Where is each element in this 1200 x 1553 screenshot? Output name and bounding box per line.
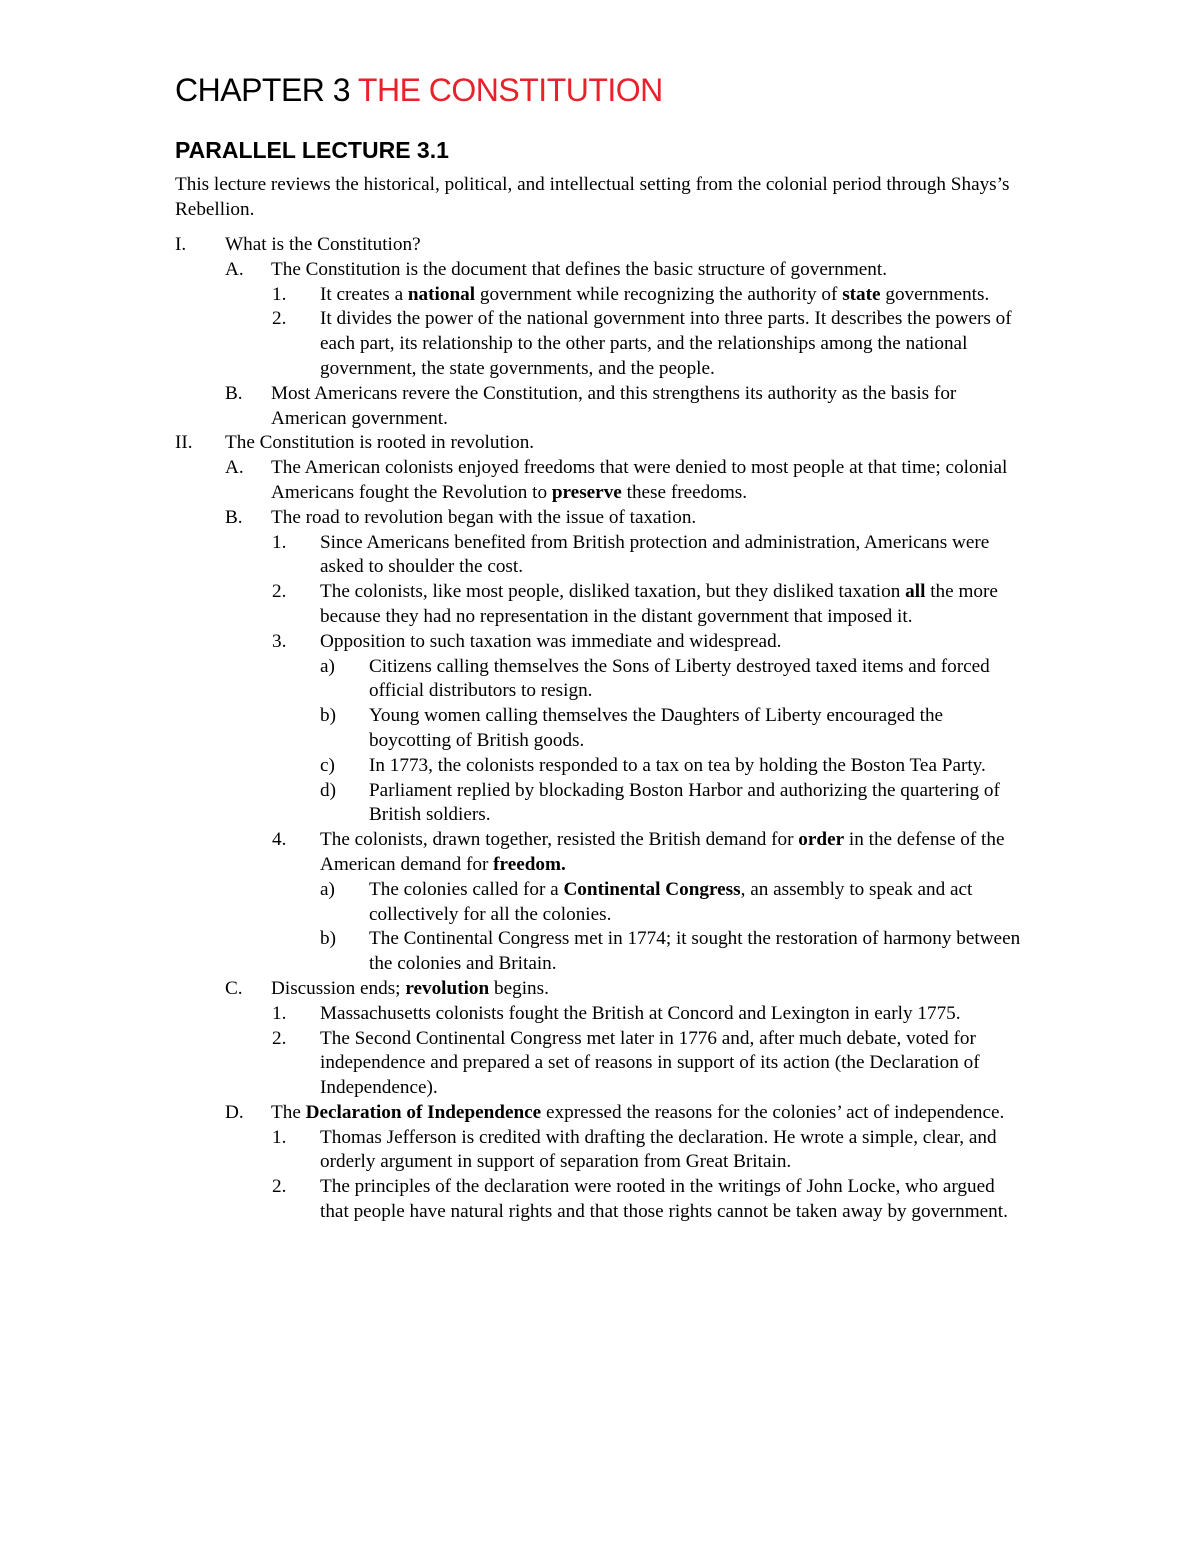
outline-marker: b) — [320, 928, 336, 950]
text-run: The American colonists enjoyed freedoms that were denied to most people at that time; colonial Americans fought the Revolution to — [271, 457, 1008, 503]
outline-text — [369, 779, 1029, 829]
outline-text — [271, 1101, 1026, 1126]
bold-term: revolution — [405, 977, 490, 999]
text-run: Citizens calling themselves the Sons of Liberty destroyed taxed items and forced official distributors to resign. — [369, 655, 990, 702]
text-run: It creates a — [320, 283, 408, 305]
outline-item — [0, 580, 1200, 630]
bold-term: state — [842, 283, 881, 305]
text-run: The Constitution is rooted in revolution. — [225, 432, 535, 454]
text-run: expressed the reasons for the colonies’ act of independence. — [541, 1101, 1005, 1123]
outline-item — [0, 382, 1200, 432]
outline-text — [271, 506, 1026, 531]
outline-text — [271, 258, 1026, 283]
text-run: What is the Constitution? — [225, 234, 421, 255]
outline-marker: d) — [320, 779, 336, 801]
outline-marker: a) — [320, 655, 335, 677]
outline-marker: B. — [225, 382, 243, 404]
outline-item — [0, 258, 1200, 283]
text-run: Parliament replied by blockading Boston Harbor and authorizing the quartering of British soldiers. — [369, 779, 1000, 826]
chapter-title — [175, 70, 663, 110]
bold-term: preserve — [551, 481, 622, 503]
outline-text — [369, 878, 1029, 928]
text-run: these freedoms. — [621, 481, 748, 503]
outline-item — [0, 1027, 1200, 1101]
text-run: government while recognizing the authority of — [475, 283, 843, 305]
outline-item — [0, 233, 1200, 258]
outline-text — [320, 283, 1025, 308]
text-run: The colonies called for a — [369, 878, 564, 900]
bold-term: order — [798, 829, 845, 851]
outline-item — [0, 927, 1200, 977]
text-run: The Continental Congress met in 1774; it sought the restoration of harmony between the colonies and Britain. — [369, 928, 1021, 975]
text-run: governments. — [880, 283, 990, 305]
outline-item — [0, 828, 1200, 878]
text-run: , an assembly to speak and act collectively for all the colonies. — [369, 878, 973, 925]
outline-text — [271, 977, 1026, 1002]
outline-marker: b) — [320, 705, 336, 727]
outline-item — [0, 1126, 1200, 1176]
outline-marker: II. — [175, 432, 193, 454]
chapter-prefix: CHAPTER 3 — [175, 72, 358, 108]
outline-item — [0, 779, 1200, 829]
bold-term: all — [905, 581, 926, 603]
outline-text — [320, 1027, 1025, 1101]
text-run: In 1773, the colonists responded to a tax on tea by holding the Boston Tea Party. — [369, 754, 986, 776]
outline-text — [320, 580, 1025, 630]
outline-item — [0, 506, 1200, 531]
text-run: Thomas Jefferson is credited with drafting the declaration. He wrote a simple, clear, and orderly argument in support of separation from Great Britain. — [320, 1126, 997, 1173]
outline-marker: B. — [225, 506, 243, 528]
bold-term: Declaration of Independence — [305, 1101, 542, 1123]
outline-marker: A. — [225, 258, 244, 280]
text-run: Opposition to such taxation was immediate and widespread. — [320, 630, 782, 652]
outline-text — [320, 828, 1025, 878]
outline-marker: 2. — [272, 308, 287, 330]
outline-marker: 4. — [272, 829, 287, 851]
outline-text — [320, 1175, 1025, 1225]
outline-marker: c) — [320, 754, 335, 776]
outline-text — [369, 927, 1029, 977]
text-run: It divides the power of the national government into three parts. It describes the powers of each part, its relationship to the other parts, and the relationships among the national government, the state governments, and the people. — [320, 308, 1012, 379]
text-run: The Constitution is the document that defines the basic structure of government. — [271, 258, 887, 280]
outline-item — [0, 878, 1200, 928]
outline-item — [0, 630, 1200, 655]
outline-marker: D. — [225, 1101, 244, 1123]
outline-item — [0, 754, 1200, 779]
lecture-title: PARALLEL LECTURE 3.1 — [175, 137, 449, 163]
outline-item — [0, 977, 1200, 1002]
outline-text — [271, 382, 1026, 432]
outline-text — [320, 630, 1025, 655]
outline-marker: 2. — [272, 1176, 287, 1198]
text-run: Massachusetts colonists fought the British at Concord and Lexington in early 1775. — [320, 1002, 961, 1024]
outline-marker: 1. — [272, 531, 287, 553]
outline-marker: 2. — [272, 1027, 287, 1049]
outline-text — [369, 704, 1029, 754]
outline-item — [0, 1002, 1200, 1027]
text-run: The Second Continental Congress met later in 1776 and, after much debate, voted for independence and prepared a set of reasons in support of its action (the Declaration of Independence). — [320, 1027, 980, 1099]
text-run: The — [271, 1101, 306, 1123]
outline-text — [320, 1126, 1025, 1176]
outline-marker: I. — [175, 234, 187, 255]
outline-marker: a) — [320, 878, 335, 900]
outline-item — [0, 531, 1200, 581]
bold-term: freedom. — [493, 853, 566, 875]
text-run: in the defense of the American demand for — [320, 829, 1005, 875]
outline-marker: A. — [225, 457, 244, 479]
outline-text — [320, 307, 1025, 381]
outline-text — [320, 531, 1025, 581]
intro-paragraph: This lecture reviews the historical, political, and intellectual setting from the colonial period through Shays’s Rebellion. — [175, 174, 1010, 220]
text-run: The road to revolution began with the issue of taxation. — [271, 506, 697, 528]
outline-text — [369, 754, 1029, 779]
outline-marker: C. — [225, 977, 243, 999]
outline-item — [0, 283, 1200, 308]
outline-marker: 1. — [272, 1002, 287, 1024]
chapter-name: THE CONSTITUTION — [357, 72, 663, 108]
outline-text — [320, 1002, 1025, 1027]
text-run: The colonists, drawn together, resisted the British demand for — [320, 829, 799, 851]
outline-marker: 2. — [272, 581, 287, 603]
outline-item — [0, 704, 1200, 754]
bold-term: national — [407, 283, 476, 305]
text-run: Young women calling themselves the Daughters of Liberty encouraged the boycotting of British goods. — [369, 705, 944, 751]
outline-item — [0, 456, 1200, 506]
outline-text — [225, 233, 1025, 258]
outline-marker: 1. — [272, 283, 287, 305]
outline-text — [271, 456, 1026, 506]
outline-item — [0, 1175, 1200, 1225]
outline-item — [0, 1101, 1200, 1126]
lecture-outline — [0, 233, 1200, 1225]
outline-marker: 3. — [272, 630, 287, 652]
text-run: Most Americans revere the Constitution, and this strengthens its authority as the basis for American government. — [271, 382, 957, 429]
outline-text — [369, 655, 1029, 705]
text-run: the more because they had no representation in the distant government that imposed it. — [320, 581, 998, 627]
text-run: begins. — [489, 977, 549, 999]
text-run: The principles of the declaration were rooted in the writings of John Locke, who argued that people have natural rights and that those rights cannot be taken away by government. — [320, 1176, 1008, 1223]
outline-text — [225, 431, 1025, 456]
text-run: Discussion ends; — [271, 977, 406, 999]
bold-term: Continental Congress — [563, 878, 741, 900]
outline-item — [0, 655, 1200, 705]
text-run: Since Americans benefited from British protection and administration, Americans were asked to shoulder the cost. — [320, 531, 990, 578]
outline-item — [0, 431, 1200, 456]
outline-marker: 1. — [272, 1126, 287, 1148]
outline-item — [0, 307, 1200, 381]
text-run: The colonists, like most people, disliked taxation, but they disliked taxation — [320, 581, 906, 603]
